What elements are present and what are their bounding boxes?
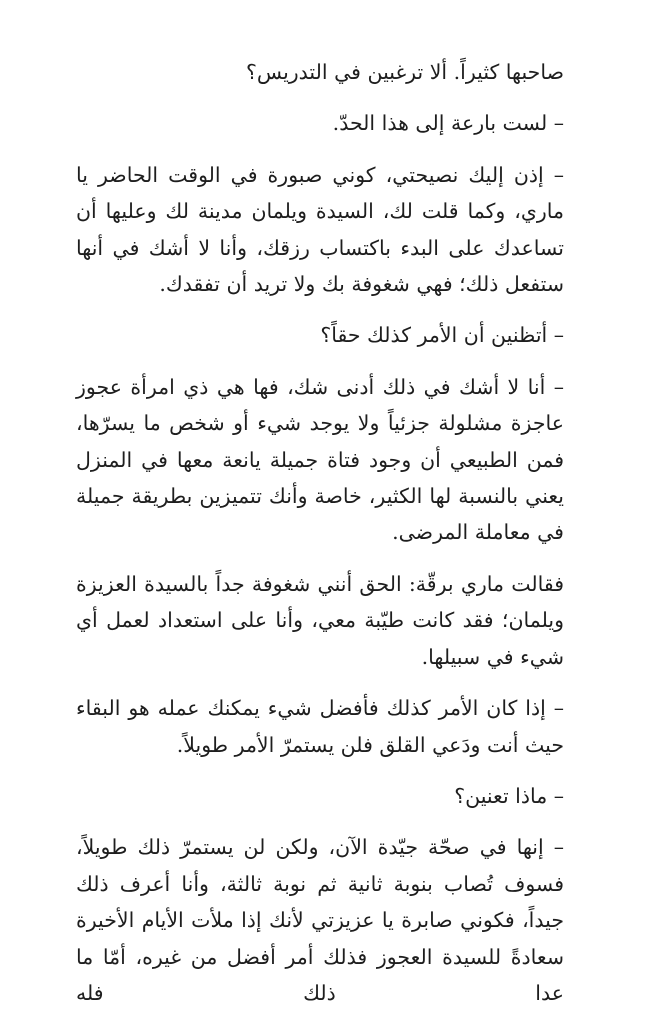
paragraph: – ماذا تعنين؟	[454, 783, 564, 808]
paragraph: – لست بارعة إلى هذا الحدّ.	[332, 111, 564, 136]
paragraph: صاحبها كثيراً. ألا ترغبين في التدريس؟	[246, 60, 564, 84]
paragraph: – إذا كان الأمر كذلك فأفضل شيء يمكنك عمله هو البقاء حيث أنت ودَعي القلق فلن يستمرّ الأمر طويلاً.	[76, 696, 564, 757]
book-page-text	[76, 54, 564, 1011]
paragraph: – إذن إليك نصيحتي، كوني صبورة في الوقت الحاضر يا ماري، وكما قلت لك، السيدة ويلمان مدينة لك وعليها أن تساعدك على البدء باكتساب رزقك، وأنا لا أشك في أنها ستفعل ذلك؛ فهي شغوفة بك ولا تريد أن تفقدك.	[76, 162, 564, 297]
paragraph: – إنها في صحّة جيّدة الآن، ولكن لن يستمرّ ذلك طويلاً، فسوف تُصاب بنوبة ثانية ثم نوبة ثالثة، وأنا أعرف ذلك جيداً، فكوني صابرة يا عزيزتي لأنك إذا ملأت الأيام الأخيرة سعادةً للسيدة العجوز فذلك أمر أفضل من غيره، أمّا ما عدا ذلك فله	[76, 835, 564, 1005]
paragraph: – أتظنين أن الأمر كذلك حقاً؟	[320, 323, 564, 348]
paragraph: فقالت ماري برقّة: الحق أنني شغوفة جداً بالسيدة العزيزة ويلمان؛ فقد كانت طيّبة معي، وأنا على استعداد لعمل أي شيء في سبيلها.	[76, 571, 564, 669]
paragraph: – أنا لا أشك في ذلك أدنى شك، فها هي ذي امرأة عجوز عاجزة مشلولة جزئياً ولا يوجد شيء أو شخص ما يسرّها، فمن الطبيعي أن وجود فتاة جميلة يانعة معها في المنزل يعني بالنسبة لها الكثير، خاصة وأنك تتميزين بطريقة جميلة في معاملة المرضى.	[76, 374, 564, 545]
